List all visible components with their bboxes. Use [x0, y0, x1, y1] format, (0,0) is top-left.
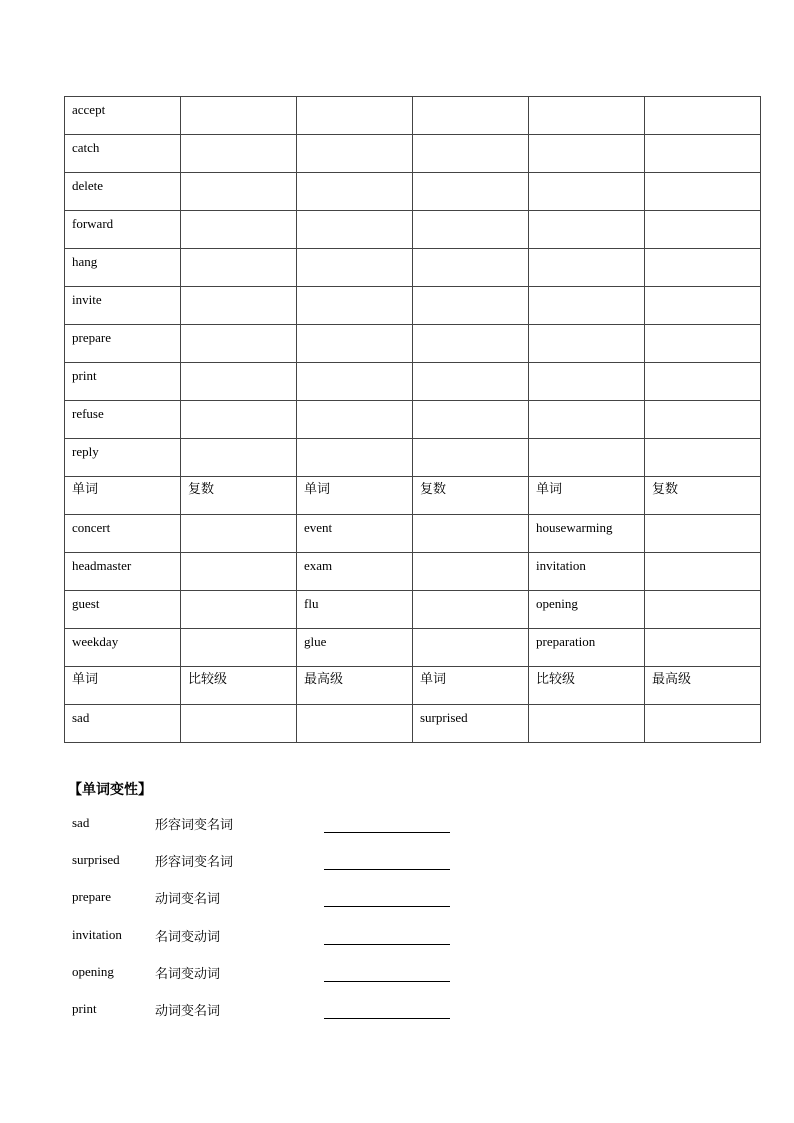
answer-cell[interactable] — [297, 249, 413, 287]
word-change-title: 【单词变性】 — [68, 782, 152, 798]
table-row — [65, 477, 761, 515]
answer-cell[interactable] — [645, 287, 761, 325]
table-cell: 复数 — [181, 477, 297, 515]
table-cell: reply — [65, 439, 181, 477]
answer-blank[interactable] — [324, 944, 450, 945]
answer-cell[interactable] — [645, 363, 761, 401]
word-change-word: sad — [72, 815, 90, 830]
answer-cell[interactable] — [413, 249, 529, 287]
answer-cell[interactable] — [297, 439, 413, 477]
answer-cell[interactable] — [645, 173, 761, 211]
table-cell: refuse — [65, 401, 181, 439]
answer-cell[interactable] — [181, 705, 297, 743]
table-row — [65, 173, 761, 211]
answer-cell[interactable] — [297, 325, 413, 363]
answer-cell[interactable] — [413, 439, 529, 477]
answer-cell[interactable] — [413, 211, 529, 249]
answer-cell[interactable] — [413, 287, 529, 325]
table-row — [65, 515, 761, 553]
answer-cell[interactable] — [181, 629, 297, 667]
answer-blank[interactable] — [324, 1018, 450, 1019]
word-change-word: prepare — [72, 889, 111, 904]
table-cell: glue — [297, 629, 413, 667]
answer-cell[interactable] — [645, 629, 761, 667]
table-cell: print — [65, 363, 181, 401]
table-cell: invitation — [529, 553, 645, 591]
answer-cell[interactable] — [645, 211, 761, 249]
word-change-type: 形容词变名词 — [155, 855, 234, 870]
table-row — [65, 363, 761, 401]
word-forms-table-body — [65, 97, 761, 743]
table-cell: event — [297, 515, 413, 553]
answer-cell[interactable] — [529, 97, 645, 135]
table-row — [65, 667, 761, 705]
word-change-word: surprised — [72, 852, 120, 867]
answer-cell[interactable] — [181, 135, 297, 173]
word-change-word: invitation — [72, 927, 122, 942]
word-change-word: opening — [72, 964, 114, 979]
answer-cell[interactable] — [645, 705, 761, 743]
answer-cell[interactable] — [181, 553, 297, 591]
table-cell: concert — [65, 515, 181, 553]
table-cell: weekday — [65, 629, 181, 667]
answer-cell[interactable] — [645, 591, 761, 629]
table-cell: preparation — [529, 629, 645, 667]
answer-cell[interactable] — [297, 135, 413, 173]
answer-cell[interactable] — [529, 401, 645, 439]
table-row — [65, 705, 761, 743]
table-row — [65, 591, 761, 629]
word-change-type: 名词变动词 — [155, 967, 221, 982]
answer-cell[interactable] — [181, 325, 297, 363]
table-cell: 单词 — [65, 667, 181, 705]
table-cell: delete — [65, 173, 181, 211]
answer-cell[interactable] — [297, 363, 413, 401]
table-cell: headmaster — [65, 553, 181, 591]
answer-cell[interactable] — [413, 401, 529, 439]
answer-cell[interactable] — [413, 363, 529, 401]
answer-cell[interactable] — [181, 211, 297, 249]
answer-cell[interactable] — [413, 97, 529, 135]
answer-cell[interactable] — [413, 325, 529, 363]
answer-cell[interactable] — [181, 439, 297, 477]
answer-cell[interactable] — [181, 591, 297, 629]
answer-cell[interactable] — [529, 705, 645, 743]
answer-cell[interactable] — [297, 173, 413, 211]
answer-cell[interactable] — [413, 591, 529, 629]
answer-cell[interactable] — [413, 553, 529, 591]
answer-cell[interactable] — [529, 211, 645, 249]
table-row — [65, 287, 761, 325]
table-cell: accept — [65, 97, 181, 135]
answer-cell[interactable] — [297, 97, 413, 135]
table-cell: 最高级 — [645, 667, 761, 705]
table-cell: 最高级 — [297, 667, 413, 705]
table-cell: 比较级 — [529, 667, 645, 705]
answer-cell[interactable] — [413, 135, 529, 173]
answer-cell[interactable] — [645, 249, 761, 287]
table-cell: opening — [529, 591, 645, 629]
answer-cell[interactable] — [297, 401, 413, 439]
table-row — [65, 325, 761, 363]
table-row — [65, 401, 761, 439]
table-row — [65, 629, 761, 667]
answer-cell[interactable] — [529, 363, 645, 401]
table-cell: 单词 — [65, 477, 181, 515]
table-cell: 单词 — [529, 477, 645, 515]
answer-cell[interactable] — [645, 135, 761, 173]
table-row — [65, 97, 761, 135]
word-change-type: 动词变名词 — [155, 892, 221, 907]
answer-cell[interactable] — [645, 325, 761, 363]
answer-cell[interactable] — [181, 515, 297, 553]
answer-cell[interactable] — [181, 287, 297, 325]
table-cell: guest — [65, 591, 181, 629]
answer-cell[interactable] — [297, 211, 413, 249]
table-cell: hang — [65, 249, 181, 287]
table-row — [65, 135, 761, 173]
answer-cell[interactable] — [413, 629, 529, 667]
table-row — [65, 211, 761, 249]
word-change-type: 名词变动词 — [155, 930, 221, 945]
answer-cell[interactable] — [529, 287, 645, 325]
table-cell: catch — [65, 135, 181, 173]
answer-cell[interactable] — [297, 287, 413, 325]
answer-cell[interactable] — [181, 363, 297, 401]
table-cell: exam — [297, 553, 413, 591]
word-change-type: 动词变名词 — [155, 1004, 221, 1019]
answer-cell[interactable] — [645, 97, 761, 135]
answer-cell[interactable] — [413, 173, 529, 211]
answer-cell[interactable] — [645, 439, 761, 477]
table-cell: 单词 — [413, 667, 529, 705]
answer-blank[interactable] — [324, 981, 450, 982]
table-cell: surprised — [413, 705, 529, 743]
word-change-type: 形容词变名词 — [155, 818, 234, 833]
answer-cell[interactable] — [529, 173, 645, 211]
answer-cell[interactable] — [645, 401, 761, 439]
answer-cell[interactable] — [413, 515, 529, 553]
table-cell: 单词 — [297, 477, 413, 515]
word-forms-table — [64, 96, 761, 743]
table-row — [65, 439, 761, 477]
table-cell: sad — [65, 705, 181, 743]
answer-cell[interactable] — [645, 553, 761, 591]
table-cell: prepare — [65, 325, 181, 363]
answer-cell[interactable] — [529, 439, 645, 477]
answer-blank[interactable] — [324, 906, 450, 907]
answer-cell[interactable] — [297, 705, 413, 743]
table-cell: invite — [65, 287, 181, 325]
answer-cell[interactable] — [181, 97, 297, 135]
answer-cell[interactable] — [645, 515, 761, 553]
table-cell: 复数 — [413, 477, 529, 515]
table-cell: forward — [65, 211, 181, 249]
answer-cell[interactable] — [529, 135, 645, 173]
table-row — [65, 249, 761, 287]
table-row — [65, 553, 761, 591]
answer-blank[interactable] — [324, 832, 450, 833]
table-cell: flu — [297, 591, 413, 629]
answer-cell[interactable] — [181, 249, 297, 287]
answer-cell[interactable] — [181, 401, 297, 439]
answer-cell[interactable] — [529, 249, 645, 287]
table-cell: 复数 — [645, 477, 761, 515]
answer-cell[interactable] — [529, 325, 645, 363]
table-cell: housewarming — [529, 515, 645, 553]
table-cell: 比较级 — [181, 667, 297, 705]
word-change-word: print — [72, 1001, 97, 1016]
answer-cell[interactable] — [181, 173, 297, 211]
answer-blank[interactable] — [324, 869, 450, 870]
